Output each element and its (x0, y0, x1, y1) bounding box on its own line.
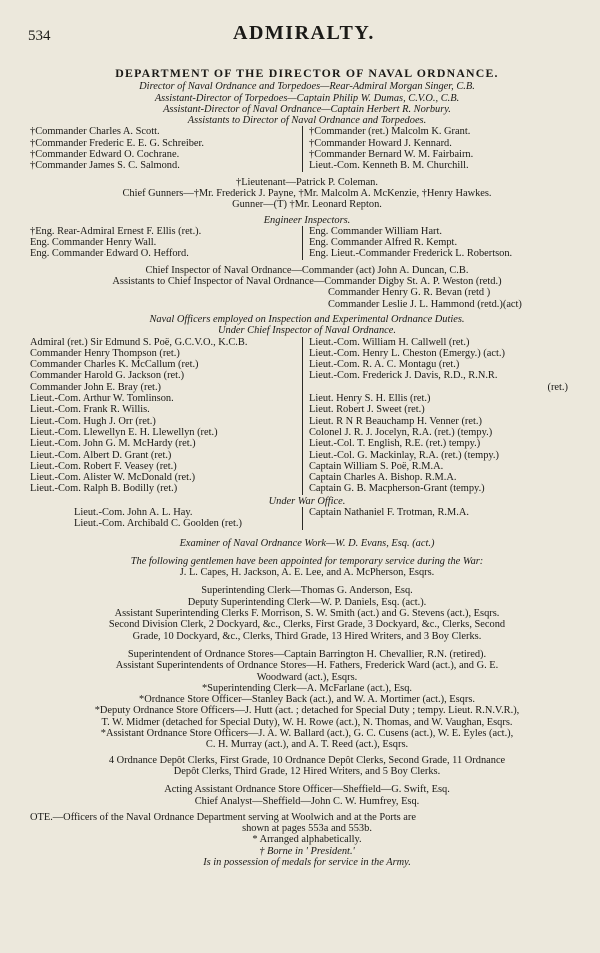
page-content (30, 68, 584, 868)
list-item: Lieut. R N R Beauchamp H. Venner (ret.) (309, 415, 482, 427)
list-item: †Commander (ret.) Malcolm K. Grant. (309, 126, 471, 138)
assistant-superintending-clerks: Assistant Superintending Clerks F. Morrison, S. W. Smith (act.) and G. Stevens (act.), Esqrs. (114, 608, 500, 620)
assistant-store-officers: *Assistant Ordnance Store Officers—J. A. W. Ballard (act.), G. C. Cusens (act.), W. E. Eyles (act.), (100, 728, 514, 740)
deputy-store-officers-cont: T. W. Midmer (detached for Special Duty), W. H. Rowe (act.), N. Thomas, and W. Vaughan, Esqrs. (101, 716, 513, 728)
list-item: Lieut.-Com. Alister W. McDonald (ret.) (30, 472, 196, 484)
assistants-heading: Assistants to Director of Naval Ordnance and Torpedoes. (187, 115, 427, 127)
temporary-service-names: J. L. Capes, H. Jackson, A. E. Lee, and A. McPherson, Esqrs. (179, 567, 435, 579)
list-item: Eng. Lieut.-Commander Frederick L. Robertson. (309, 248, 513, 260)
list-item: †Commander James S. C. Salmond. (30, 160, 180, 172)
list-item: Captain Charles A. Bishop. R.M.A. (309, 472, 457, 484)
list-item: Captain G. B. Macpherson-Grant (tempy.) (309, 483, 485, 495)
acting-store-officer: Acting Assistant Ordnance Store Officer—Sheffield—G. Swift, Esq. (164, 784, 450, 796)
list-item: Lieut.-Com. Arthur W. Tomlinson. (30, 393, 174, 405)
list-item: Lieut.-Com. Hugh J. Orr (ret.) (30, 415, 156, 427)
list-item: Lieut.-Com. John G. M. McHardy (ret.) (30, 438, 196, 450)
footnote-medals: Is in possession of medals for service in the Army. (203, 857, 411, 868)
list-item: †Commander Frederic E. E. G. Schreiber. (30, 137, 204, 149)
engineer-right-column (302, 226, 584, 260)
assistant-store-officers-cont: C. H. Murray (act.), and A. T. Reed (act.), Esqrs. (205, 739, 409, 751)
list-item: Admiral (ret.) Sir Edmund S. Poë, G.C.V.O., K.C.B. (30, 336, 248, 348)
list-item: Lieut.-Com. Frederick J. Davis, R.D., R.N.R. (309, 370, 498, 382)
engineer-inspectors-heading: Engineer Inspectors. (263, 214, 351, 226)
list-item: Lieut.-Com. Albert D. Grant (ret.) (30, 449, 172, 461)
page-number: 534 (28, 28, 51, 44)
under-chief-heading: Under Chief Inspector of Naval Ordnance. (218, 325, 396, 337)
stores-superintendent: Superintendent of Ordnance Stores—Captain Barrington H. Chevallier, R.N. (retired). (127, 648, 487, 660)
depot-clerks-line: Depôt Clerks, Third Grade, 12 Hired Writers, and 5 Boy Clerks. (173, 765, 441, 777)
list-item: Lieut.-Com. Frank R. Willis. (30, 404, 150, 416)
list-item: Commander Harold G. Jackson (ret.) (30, 370, 185, 382)
temporary-service-heading: The following gentlemen have been appointed for temporary service during the War: (130, 555, 484, 567)
examiner-line: Examiner of Naval Ordnance Work—W. D. Evans, Esq. (act.) (179, 537, 435, 549)
assistants-right-column (302, 126, 584, 171)
list-item: Lieut. Henry S. H. Ellis (ret.) (309, 393, 431, 405)
deputy-store-officers: *Deputy Ordnance Store Officers—J. Hutt (act. ; detached for Special Duty ; tempy. Lieut. R.N.V.R.), (94, 705, 520, 717)
footnote-dagger: † Borne in ' President.' (259, 845, 355, 857)
list-item: Lieut.-Col. G. Mackinlay, R.A. (ret.) (tempy.) (309, 449, 499, 461)
war-right-column (302, 507, 584, 530)
list-item: Lieut.-Com. Robert F. Veasey (ret.) (30, 460, 177, 472)
list-item: Captain Nathaniel F. Trotman, R.M.A. (309, 506, 469, 518)
chief-analyst: Chief Analyst—Sheffield—John C. W. Humfrey, Esq. (194, 795, 420, 807)
war-office-heading: Under War Office. (268, 495, 346, 507)
list-item: Lieut.-Com. Llewellyn E. H. Llewellyn (ret.) (30, 426, 218, 438)
assistants-columns (30, 126, 584, 171)
chief-gunners-line: Chief Gunners—†Mr. Frederick J. Payne, †Mr. Malcolm A. McKenzie, †Henry Hawkes. (122, 187, 492, 199)
list-item: Lieut.-Com. Archibald C. Goolden (ret.) (74, 518, 242, 530)
assistant-director-ordnance: Assistant-Director of Naval Ordnance—Captain Herbert R. Norbury. (163, 103, 451, 115)
list-item: Lieut.-Com. William H. Callwell (ret.) (309, 336, 470, 348)
list-item: Eng. Commander Edward O. Hefford. (30, 248, 189, 260)
list-item-continuation: (ret.) (547, 381, 568, 393)
list-item: †Eng. Rear-Admiral Ernest F. Ellis (ret.). (30, 225, 202, 237)
department-title: DEPARTMENT OF THE DIRECTOR OF NAVAL ORDNANCE. (115, 66, 499, 80)
officers-right-column (302, 337, 584, 495)
note-line: shown at pages 553a and 553b. (242, 823, 372, 835)
engineer-columns (30, 226, 584, 260)
list-item: Commander John E. Bray (ret.) (30, 381, 162, 393)
list-item: †Commander Edward O. Cochrane. (30, 149, 180, 161)
assistants-chief-line: Commander Henry G. R. Bevan (retd ) (328, 287, 491, 299)
assistants-chief-line: Commander Leslie J. L. Hammond (retd.)(act) (328, 298, 522, 310)
chief-inspector-line: Chief Inspector of Naval Ordnance—Commander (act) John A. Duncan, C.B. (145, 264, 469, 276)
list-item: †Commander Bernard W. M. Fairbairn. (309, 149, 474, 161)
list-item: Lieut.-Com. Henry L. Cheston (Emergy.) (act.) (309, 347, 505, 359)
running-head: ADMIRALTY. (233, 22, 375, 44)
superintending-clerk: Superintending Clerk—Thomas G. Anderson, Esq. (201, 585, 413, 597)
list-item: Eng. Commander William Hart. (309, 225, 442, 237)
note-line: OTE.—Officers of the Naval Ordnance Department serving at Woolwich and at the Ports are (30, 811, 416, 823)
list-item: Eng. Commander Alfred R. Kempt. (309, 237, 458, 249)
list-item: Eng. Commander Henry Wall. (30, 237, 157, 249)
assistants-left-column (30, 126, 302, 171)
list-item: Colonel J. R. J. Jocelyn, R.A. (ret.) (tempy.) (309, 426, 493, 438)
footnote-asterisk: * Arranged alphabetically. (252, 834, 362, 846)
list-item: †Commander Charles A. Scott. (30, 126, 160, 138)
director-line: Director of Naval Ordnance and Torpedoes—Rear-Admiral Morgan Singer, C.B. (139, 81, 475, 93)
naval-officers-heading: Naval Officers employed on Inspection and Experimental Ordnance Duties. (149, 313, 465, 325)
war-office-columns (30, 507, 584, 530)
lieutenant-line: †Lieutenant—Patrick P. Coleman. (236, 176, 378, 188)
list-item: †Commander Howard J. Kennard. (309, 137, 452, 149)
war-left-column (30, 507, 302, 530)
gunner-line: Gunner—(T) †Mr. Leonard Repton. (232, 199, 382, 211)
stores-assistants-cont: Woodward (act.), Esqrs. (256, 671, 358, 683)
officers-left-column (30, 337, 302, 495)
stores-clerk: *Superintending Clerk—A. McFarlane (act.), Esq. (201, 682, 413, 694)
list-item: Lieut. Robert J. Sweet (ret.) (309, 404, 425, 416)
list-item: Lieut.-Com. Kenneth B. M. Churchill. (309, 160, 469, 172)
depot-clerks-line: 4 Ordnance Depôt Clerks, First Grade, 10 Ordnance Depôt Clerks, Second Grade, 11 Ordnance (108, 754, 506, 766)
clerks-line: Grade, 10 Dockyard, &c., Clerks, Third Grade, 13 Hired Writers, and 3 Boy Clerks. (132, 630, 482, 642)
engineer-left-column (30, 226, 302, 260)
list-item: Lieut.-Com. R. A. C. Montagu (ret.) (309, 359, 460, 371)
assistant-director-torpedoes: Assistant-Director of Torpedoes—Captain Philip W. Dumas, C.V.O., C.B. (154, 92, 460, 104)
list-item: Commander Charles K. McCallum (ret.) (30, 359, 199, 371)
list-item: Lieut.-Col. T. English, R.E. (ret.) tempy.) (309, 438, 481, 450)
officers-columns (30, 337, 584, 495)
list-item: Lieut.-Com. John A. L. Hay. (74, 506, 193, 518)
clerks-line: Second Division Clerk, 2 Dockyard, &c., Clerks, First Grade, 3 Dockyard, &c., Clerks, Second (108, 619, 506, 631)
list-item: Captain William S. Poë, R.M.A. (309, 460, 444, 472)
deputy-superintending-clerk: Deputy Superintending Clerk—W. P. Daniels, Esq. (act.). (187, 596, 427, 608)
stores-assistants: Assistant Superintendents of Ordnance Stores—H. Fathers, Frederick Ward (act.), and G. E. (115, 660, 499, 672)
page-header (28, 22, 580, 48)
list-item: Commander Henry Thompson (ret.) (30, 347, 180, 359)
ordnance-store-officer: *Ordnance Store Officer—Stanley Back (act.), and W. A. Mortimer (act.), Esqrs. (139, 694, 475, 706)
list-item: Lieut.-Com. Ralph B. Bodilly (ret.) (30, 483, 178, 495)
assistants-chief-line: Assistants to Chief Inspector of Naval Ordnance—Commander Digby St. A. P. Weston (retd.) (112, 276, 502, 288)
